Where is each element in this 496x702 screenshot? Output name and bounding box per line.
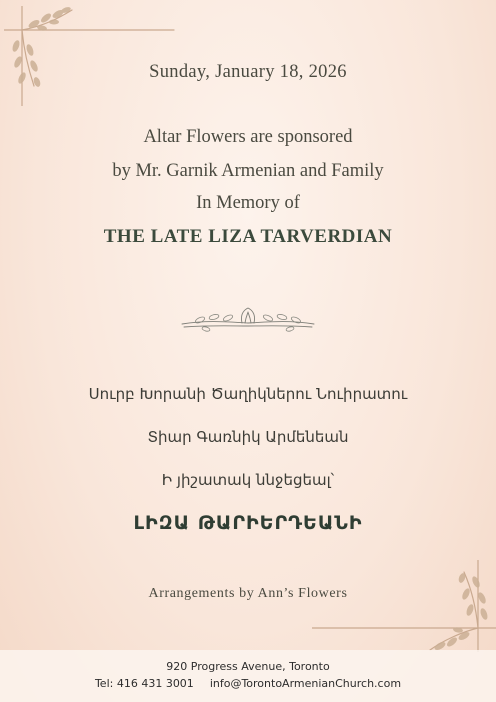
armenian-line-1: Սուրբ Խորանի Ծաղիկներու Նուիրատու — [88, 385, 408, 403]
english-memorial-name: THE LATE LIZA TARVERDIAN — [103, 226, 393, 247]
english-line-2: by Mr. Garnik Armenian and Family — [112, 161, 384, 181]
arrangements-credit: Arrangements by Ann’s Flowers — [148, 586, 348, 601]
footer-address: 920 Progress Avenue, Toronto — [166, 660, 330, 673]
english-line-3: In Memory of — [196, 193, 300, 213]
armenian-line-3: Ի յիշատակ ննջեցեալ՝ — [161, 471, 335, 489]
footer — [0, 650, 496, 702]
footer-email[interactable]: info@TorontoArmenianChurch.com — [209, 677, 402, 690]
top-left-floral-corner-icon — [4, 6, 184, 106]
armenian-memorial-name: ԼԻԶԱ ԹԱՐԻԵՐԴԵԱՆԻ — [133, 512, 363, 534]
center-floral-divider-icon — [178, 306, 318, 336]
english-line-1: Altar Flowers are sponsored — [143, 127, 353, 147]
footer-phone: Tel: 416 431 3001 — [94, 677, 194, 690]
bottom-right-floral-corner-icon — [312, 560, 496, 652]
service-date: Sunday, January 18, 2026 — [149, 62, 347, 82]
footer-contact — [0, 677, 496, 690]
armenian-line-2: Տիար Գառնիկ Արմենեան — [147, 428, 349, 446]
